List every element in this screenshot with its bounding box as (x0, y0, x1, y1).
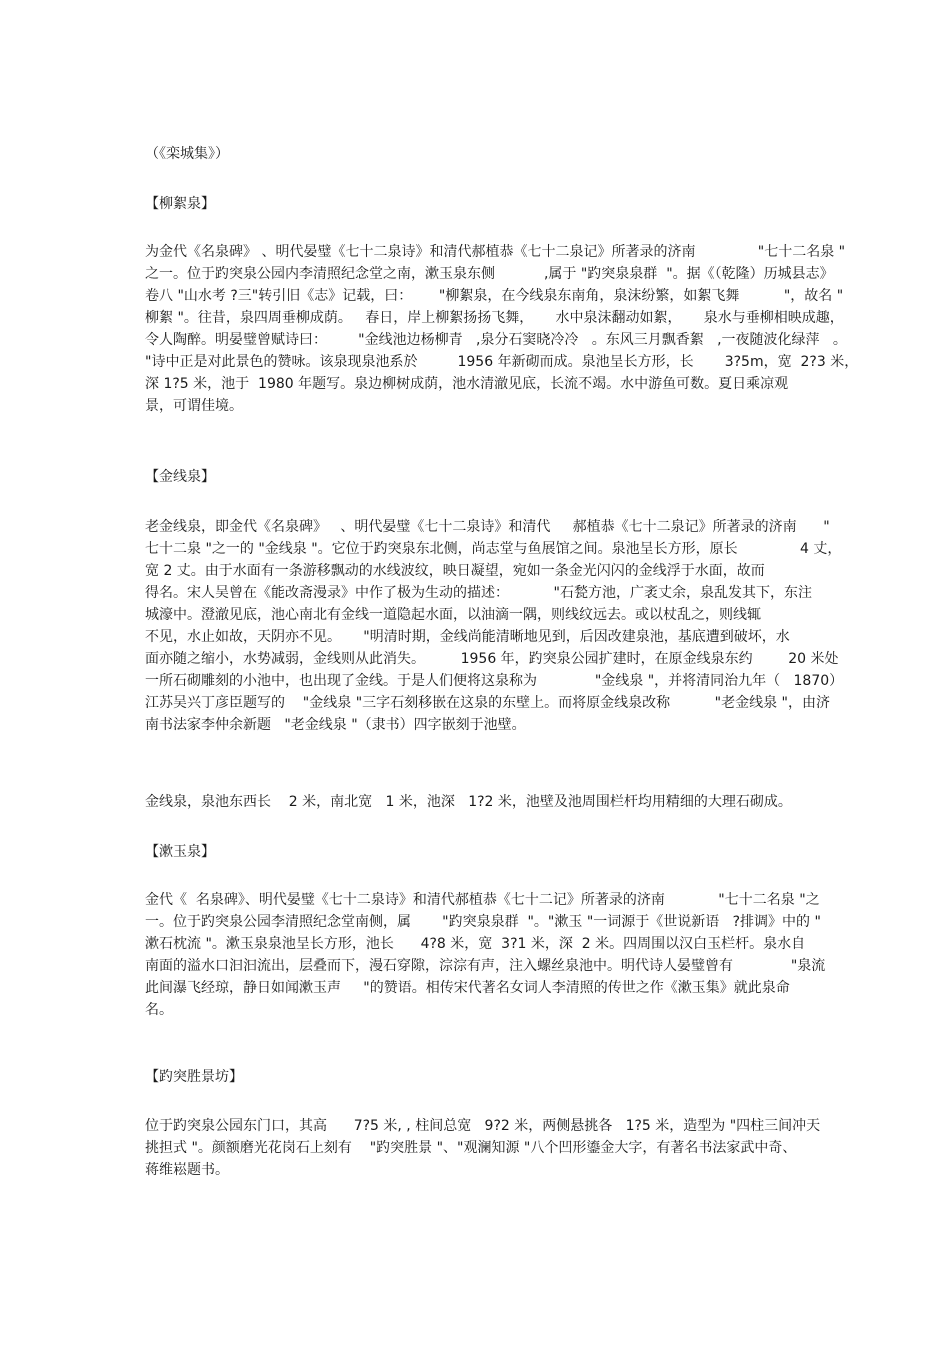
text-line: 挑担式 "。颜额磨光花岗石上刻有 "趵突胜景 "、"观澜知源 "八个凹形鎏金大字，有著名书法家武中奇、 (145, 1140, 797, 1156)
text-line: 老金线泉，即金代《名泉碑》 、明代晏璧《七十二泉诗》和清代 郝植恭《七十二泉记》所著录的济南 " (145, 519, 830, 535)
paragraph-baotu-archway (145, 1115, 883, 1181)
text-line: 江苏吴兴丁彦臣题写的 "金线泉 "三字石刻移嵌在这泉的东壁上。而将原金线泉改称 "老金线泉 "，由济 (145, 695, 830, 711)
text-line: 柳絮 "。往昔，泉四周垂柳成荫。 春日，岸上柳絮扬扬飞舞， 水中泉沫翻动如絮， 泉水与垂柳相映成趣， (145, 310, 844, 326)
text-line: 得名。宋人吴曾在《能改斋漫录》中作了极为生动的描述： "石甃方池，广袤丈余，泉乱发其下，东注 (145, 585, 812, 601)
text-line: 南面的溢水口汩汩流出，层叠而下，漫石穿隙，淙淙有声，注入螺丝泉池中。明代诗人晏璧曾有 "泉流 (145, 958, 826, 974)
text-line: 蒋维崧题书。 (145, 1162, 229, 1178)
paragraph-liuxu (145, 241, 883, 417)
section-heading-liuxu: 【柳絮泉】 (145, 196, 215, 212)
text-line: 此间瀑飞经琼，静日如闻漱玉声 "的赞语。相传宋代著名女词人李清照的传世之作《漱玉集》就此泉命 (145, 980, 790, 996)
text-line: 金代《 名泉碑》、明代晏璧《七十二泉诗》和清代郝植恭《七十二记》所著录的济南 "七十二名泉 "之 (145, 892, 820, 908)
section-heading-jinxian: 【金线泉】 (145, 469, 215, 485)
text-line: 面亦随之缩小，水势减弱，金线则从此消失。 1956 年，趵突泉公园扩建时，在原金线泉东约 20 米处 (145, 651, 839, 667)
text-line: 一。位于趵突泉公园李清照纪念堂南侧，属 "趵突泉泉群 "。"漱玉 "一词源于《世说新语 ?排调》中的 " (145, 914, 821, 930)
text-line: 一所石砌雕刻的小池中，也出现了金线。于是人们便将这泉称为 "金线泉 "，并将清同治九年（ 1870） (145, 673, 844, 689)
text-line: 为金代《名泉碑》 、明代晏璧《七十二泉诗》和清代郝植恭《七十二泉记》所著录的济南 "七十二名泉 " (145, 244, 846, 260)
text-line: 南书法家李仲余新题 "老金线泉 "（隶书）四字嵌刻于池壁。 (145, 717, 526, 733)
paragraph-jinxian-1 (145, 516, 883, 736)
section-heading-shuyu: 【漱玉泉】 (145, 844, 215, 860)
text-line: 之一。位于趵突泉公园内李清照纪念堂之南，漱玉泉东侧 ,属于 "趵突泉泉群 "。据《（乾隆）历城县志》 (145, 266, 834, 282)
paragraph-shuyu (145, 889, 883, 1021)
text-line: 卷八 "山水考 ?三"转引旧《志》记载，曰： "柳絮泉，在今线泉东南角，泉沫纷繁，如絮飞舞 "，故名 " (145, 288, 844, 304)
text-line: 七十二泉 "之一的 "金线泉 "。它位于趵突泉东北侧，尚志堂与鱼展馆之间。泉池呈长方形，原长 4 丈， (145, 541, 842, 557)
text-line: 名。 (145, 1002, 173, 1018)
paragraph-jinxian-2 (145, 791, 883, 813)
text-line: 不见，水止如故，天阴亦不见。 "明清时期，金线尚能清晰地见到，后因改建泉池，基底遭到破坏，水 (145, 629, 790, 645)
text-line: 金线泉，泉池东西长 2 米，南北宽 1 米，池深 1?2 米，池壁及池周围栏杆均用精细的大理石砌成。 (145, 794, 792, 810)
text-line: 令人陶醉。明晏璧曾赋诗曰： "金线池边杨柳青 ,泉分石窦晓冷冷 。东风三月飘香絮 ,一夜随波化绿萍 。 (145, 332, 847, 348)
text-line: 漱石枕流 "。漱玉泉泉池呈长方形，池长 4?8 米，宽 3?1 米，深 2 米。四周围以汉白玉栏杆。泉水自 (145, 936, 806, 952)
text-line: "诗中正是对此景色的赞咏。该泉现泉池系於 1956 年新砌而成。泉池呈长方形，长 3?5m，宽 2?3 米， (145, 354, 859, 370)
text-line: 宽 2 丈。由于水面有一条游移飘动的水线波纹，映日凝望，宛如一条金光闪闪的金线浮于水面，故而 (145, 563, 765, 579)
text-line: 位于趵突泉公园东门口，其高 7?5 米, , 柱间总宽 9?2 米，两侧悬挑各 1?5 米，造型为 "四柱三间冲天 (145, 1118, 821, 1134)
source-citation: （《栾城集》） (145, 146, 229, 162)
section-heading-baotu-archway: 【趵突胜景坊】 (145, 1069, 243, 1085)
text-line: 深 1?5 米，池于 1980 年题写。泉边柳树成荫，池水清澈见底，长流不竭。水中游鱼可数。夏日乘凉观 (145, 376, 789, 392)
text-line: 城濠中。澄澈见底，池心南北有金线一道隐起水面，以油滴一隅，则线纹远去。或以杖乱之，则线辄 (145, 607, 761, 623)
text-line: 景，可谓佳境。 (145, 398, 243, 414)
